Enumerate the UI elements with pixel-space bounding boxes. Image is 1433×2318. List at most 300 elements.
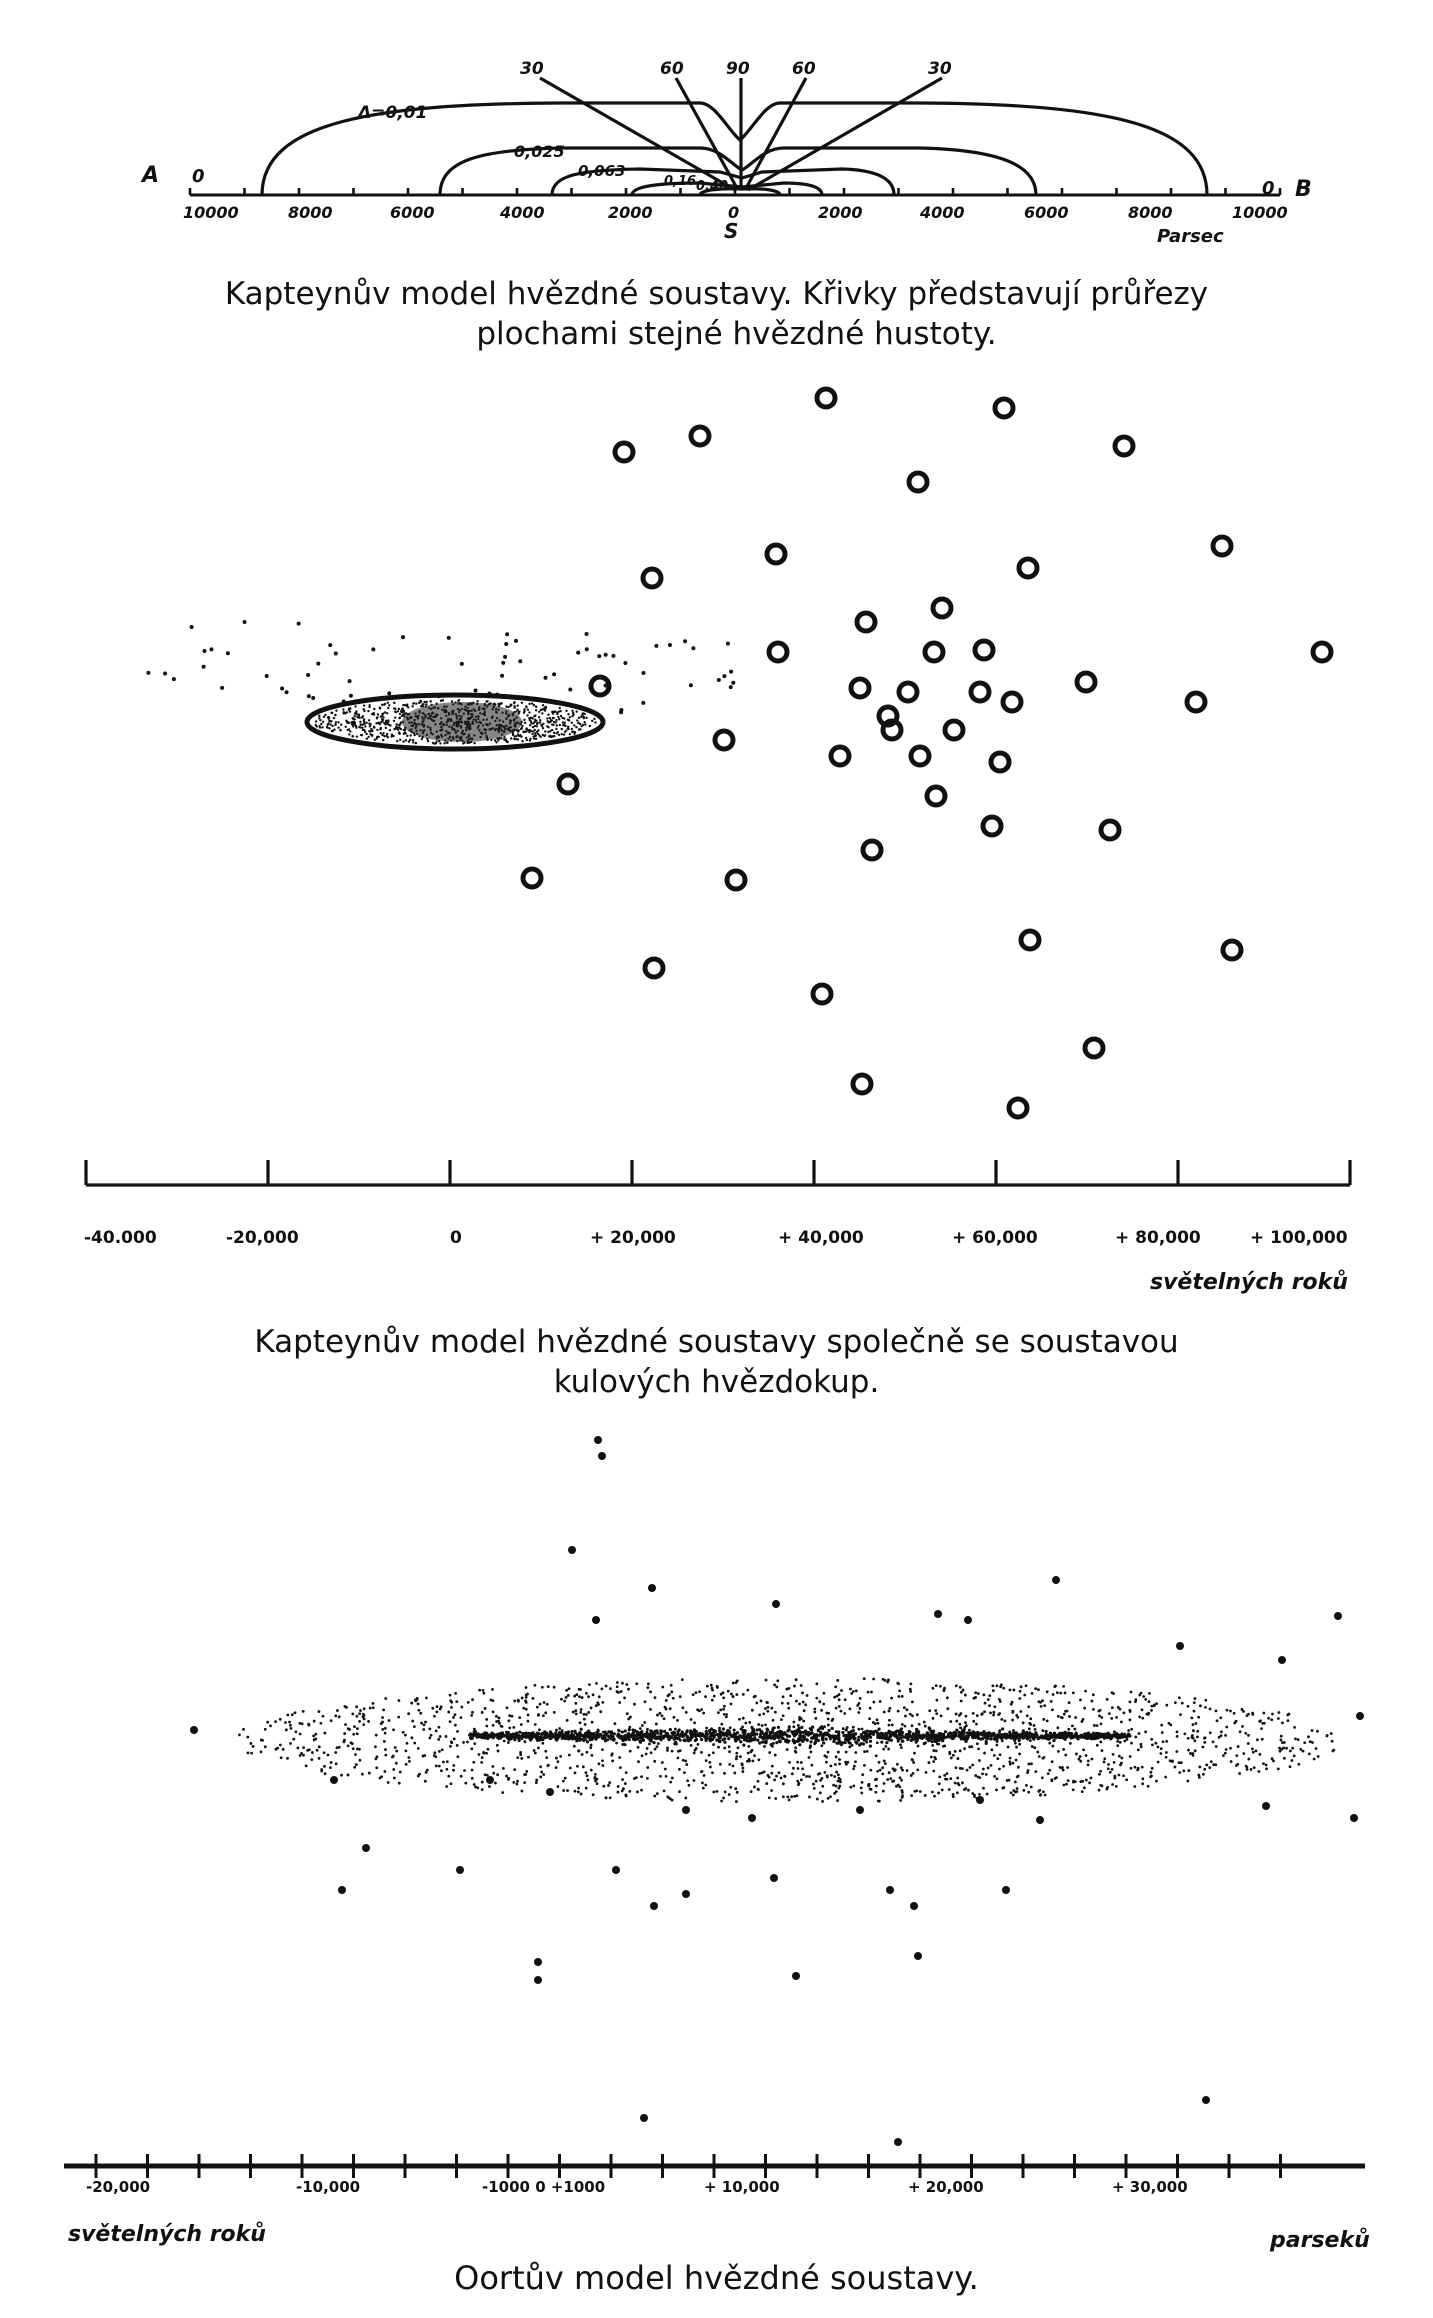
fig2-star	[518, 659, 522, 663]
halo-dot	[471, 1769, 474, 1772]
halo-dot	[975, 1723, 978, 1726]
halo-dot	[369, 1707, 372, 1710]
halo-dot	[438, 1750, 441, 1753]
halo-dot	[1004, 1719, 1007, 1722]
oort-cluster	[976, 1796, 984, 1804]
halo-dot	[313, 1720, 316, 1723]
halo-dot	[815, 1682, 818, 1685]
globular-clusters	[523, 389, 1331, 1117]
halo-dot	[292, 1738, 295, 1741]
halo-dot	[827, 1712, 830, 1715]
halo-dot	[1011, 1701, 1014, 1704]
halo-dot	[982, 1787, 985, 1790]
halo-dot	[890, 1697, 893, 1700]
disk-star	[610, 1730, 613, 1733]
fig1-tick-label: 0	[728, 203, 740, 222]
fig2-star	[322, 721, 324, 723]
halo-dot	[722, 1797, 725, 1800]
halo-dot	[1239, 1730, 1242, 1733]
fig2-star	[384, 703, 386, 705]
oort-model-diagram	[0, 1420, 1433, 2200]
halo-dot	[481, 1788, 484, 1791]
halo-dot	[536, 1706, 539, 1709]
halo-dot	[1313, 1758, 1316, 1761]
halo-dot	[1056, 1726, 1059, 1729]
halo-dot	[993, 1775, 996, 1778]
halo-dot	[655, 1745, 658, 1748]
halo-dot	[974, 1691, 977, 1694]
halo-dot	[1220, 1730, 1223, 1733]
halo-dot	[382, 1708, 385, 1711]
halo-dot	[538, 1728, 541, 1731]
halo-dot	[372, 1702, 375, 1705]
fig2-star	[397, 710, 399, 712]
fig2-star	[533, 715, 535, 717]
fig2-star	[594, 721, 596, 723]
disk-star	[942, 1733, 945, 1736]
globular-cluster	[933, 599, 951, 617]
disk-star	[669, 1728, 672, 1731]
fig2-tick-label: + 80,000	[1115, 1228, 1201, 1248]
halo-dot	[916, 1768, 919, 1771]
halo-dot	[774, 1754, 777, 1757]
disk-star	[718, 1735, 721, 1738]
disk-star	[900, 1727, 903, 1730]
halo-dot	[1189, 1752, 1192, 1755]
disk-star	[781, 1737, 784, 1740]
halo-dot	[917, 1745, 920, 1748]
halo-dot	[585, 1713, 588, 1716]
halo-dot	[782, 1695, 785, 1698]
halo-dot	[900, 1779, 903, 1782]
halo-dot	[336, 1709, 339, 1712]
halo-dot	[812, 1783, 815, 1786]
halo-dot	[938, 1776, 941, 1779]
halo-dot	[872, 1678, 875, 1681]
halo-dot	[967, 1789, 970, 1792]
halo-dot	[858, 1702, 861, 1705]
halo-dot	[683, 1771, 686, 1774]
halo-dot	[682, 1759, 685, 1762]
halo-dot	[720, 1723, 723, 1726]
halo-dot	[558, 1727, 561, 1730]
halo-dot	[1026, 1771, 1029, 1774]
halo-dot	[746, 1689, 749, 1692]
fig2-star	[541, 708, 543, 710]
halo-dot	[539, 1776, 542, 1779]
halo-dot	[1244, 1732, 1247, 1735]
halo-dot	[624, 1782, 627, 1785]
halo-dot	[376, 1755, 379, 1758]
halo-dot	[1044, 1794, 1047, 1797]
halo-dot	[782, 1782, 785, 1785]
fig2-star	[392, 735, 394, 737]
halo-dot	[1069, 1742, 1072, 1745]
halo-dot	[1012, 1794, 1015, 1797]
halo-dot	[498, 1717, 501, 1720]
fig2-star	[172, 677, 176, 681]
halo-dot	[495, 1715, 498, 1718]
halo-dot	[329, 1766, 332, 1769]
halo-dot	[507, 1741, 510, 1744]
fig2-star	[551, 723, 553, 725]
fig2-star	[433, 742, 435, 744]
fig2-star	[328, 643, 332, 647]
fig2-star	[345, 726, 347, 728]
halo-dot	[629, 1750, 632, 1753]
halo-dot	[511, 1715, 514, 1718]
halo-dot	[723, 1772, 726, 1775]
disk-star	[687, 1737, 690, 1740]
halo-dot	[543, 1701, 546, 1704]
disk-star	[825, 1737, 828, 1740]
halo-dot	[1256, 1738, 1259, 1741]
halo-dot	[1051, 1760, 1054, 1763]
halo-dot	[1148, 1692, 1151, 1695]
halo-dot	[1027, 1791, 1030, 1794]
halo-dot	[628, 1790, 631, 1793]
fig2-star	[381, 734, 383, 736]
fig2-star	[334, 652, 338, 656]
disk-star	[1065, 1735, 1068, 1738]
halo-dot	[718, 1727, 721, 1730]
halo-dot	[358, 1720, 361, 1723]
halo-dot	[307, 1723, 310, 1726]
fig2-star	[406, 735, 408, 737]
halo-dot	[1317, 1755, 1320, 1758]
fig2-star	[533, 737, 535, 739]
halo-dot	[990, 1748, 993, 1751]
halo-dot	[472, 1761, 475, 1764]
fig2-star	[334, 714, 336, 716]
fig2-star	[573, 724, 575, 726]
oort-cluster	[894, 2138, 902, 2146]
halo-dot	[1161, 1731, 1164, 1734]
fig2-star	[373, 726, 375, 728]
disk-star	[869, 1744, 872, 1747]
disk-star	[584, 1732, 587, 1735]
halo-dot	[1029, 1723, 1032, 1726]
halo-dot	[555, 1729, 558, 1732]
globular-cluster	[1021, 931, 1039, 949]
halo-dot	[646, 1766, 649, 1769]
halo-dot	[320, 1768, 323, 1771]
fig2-star	[503, 736, 505, 738]
halo-dot	[305, 1764, 308, 1767]
halo-dot	[405, 1763, 408, 1766]
halo-dot	[1099, 1770, 1102, 1773]
halo-dot	[503, 1740, 506, 1743]
halo-dot	[899, 1776, 902, 1779]
fig2-star	[559, 707, 561, 709]
disk-star	[798, 1743, 801, 1746]
halo-dot	[768, 1751, 771, 1754]
halo-dot	[806, 1694, 809, 1697]
fig2-star	[534, 719, 536, 721]
halo-dot	[956, 1777, 959, 1780]
halo-dot	[1020, 1685, 1023, 1688]
halo-dot	[587, 1695, 590, 1698]
fig2-star	[542, 704, 544, 706]
fig2-star	[561, 733, 563, 735]
halo-dot	[1251, 1712, 1254, 1715]
fig2-star	[349, 694, 353, 698]
halo-dot	[1087, 1759, 1090, 1762]
globular-cluster	[817, 389, 835, 407]
halo-dot	[1178, 1696, 1181, 1699]
halo-dot	[297, 1747, 300, 1750]
halo-dot	[579, 1721, 582, 1724]
fig2-star	[668, 643, 672, 647]
fig2-star	[565, 729, 567, 731]
halo-dot	[1137, 1767, 1140, 1770]
disk-star	[655, 1729, 658, 1732]
globular-cluster	[1019, 559, 1037, 577]
halo-dot	[883, 1782, 886, 1785]
halo-dot	[998, 1731, 1001, 1734]
halo-dot	[882, 1790, 885, 1793]
halo-dot	[1297, 1763, 1300, 1766]
fig2-star	[585, 647, 589, 651]
fig2-star	[316, 662, 320, 666]
oort-cluster	[534, 1958, 542, 1966]
halo-dot	[264, 1745, 267, 1748]
halo-dot	[669, 1707, 672, 1710]
halo-dot	[837, 1787, 840, 1790]
disk-star	[896, 1736, 899, 1739]
disk-star	[509, 1735, 512, 1738]
halo-dot	[585, 1787, 588, 1790]
halo-dot	[641, 1724, 644, 1727]
halo-dot	[861, 1773, 864, 1776]
fig2-star	[498, 703, 500, 705]
halo-dot	[758, 1714, 761, 1717]
halo-dot	[318, 1745, 321, 1748]
halo-dot	[1079, 1780, 1082, 1783]
halo-dot	[888, 1707, 891, 1710]
fig2-star	[356, 735, 358, 737]
halo-dot	[1078, 1758, 1081, 1761]
fig2-star	[641, 701, 645, 705]
disk-star	[778, 1734, 781, 1737]
fig2-star	[462, 742, 464, 744]
halo-dot	[1215, 1710, 1218, 1713]
globular-cluster	[925, 643, 943, 661]
halo-dot	[869, 1788, 872, 1791]
halo-dot	[347, 1744, 350, 1747]
disk-star	[806, 1739, 809, 1742]
halo-dot	[353, 1766, 356, 1769]
halo-dot	[473, 1728, 476, 1731]
halo-dot	[823, 1771, 826, 1774]
halo-dot	[354, 1753, 357, 1756]
halo-dot	[525, 1686, 528, 1689]
halo-dot	[494, 1782, 497, 1785]
halo-dot	[670, 1690, 673, 1693]
halo-dot	[525, 1708, 528, 1711]
fig2-star	[458, 699, 460, 701]
disk-star	[778, 1739, 781, 1742]
fig2-star	[395, 728, 397, 730]
halo-dot	[261, 1739, 264, 1742]
halo-dot	[1062, 1748, 1065, 1751]
fig3-tick-label: -10,000	[296, 2178, 361, 2196]
halo-dot	[780, 1777, 783, 1780]
halo-dot	[813, 1711, 816, 1714]
fig2-star	[356, 716, 358, 718]
halo-dot	[1068, 1715, 1071, 1718]
halo-dot	[838, 1698, 841, 1701]
fig2-star	[538, 711, 540, 713]
halo-dot	[834, 1685, 837, 1688]
disk-star	[712, 1729, 715, 1732]
oort-cluster	[338, 1886, 346, 1894]
halo-dot	[795, 1678, 798, 1681]
halo-dot	[1074, 1716, 1077, 1719]
halo-dot	[901, 1791, 904, 1794]
halo-dot	[1034, 1687, 1037, 1690]
halo-dot	[516, 1780, 519, 1783]
halo-dot	[410, 1736, 413, 1739]
halo-dot	[1115, 1785, 1118, 1788]
halo-dot	[789, 1694, 792, 1697]
fig2-star	[567, 726, 569, 728]
disk-star	[594, 1735, 597, 1738]
halo-dot	[1216, 1719, 1219, 1722]
halo-dot	[445, 1735, 448, 1738]
halo-dot	[1105, 1788, 1108, 1791]
halo-dot	[913, 1790, 916, 1793]
fig2-star	[654, 644, 658, 648]
halo-dot	[900, 1766, 903, 1769]
fig2-axis-labels	[0, 1228, 1433, 1258]
halo-dot	[404, 1750, 407, 1753]
disk-star	[578, 1737, 581, 1740]
halo-dot	[454, 1713, 457, 1716]
disk-star	[678, 1734, 681, 1737]
disk-star	[619, 1737, 622, 1740]
halo-dot	[1083, 1786, 1086, 1789]
disk-star	[518, 1731, 521, 1734]
disk-star	[759, 1735, 762, 1738]
fig2-star	[337, 726, 339, 728]
halo-dot	[471, 1777, 474, 1780]
disk-star	[955, 1728, 958, 1731]
oort-cluster	[612, 1866, 620, 1874]
halo-dot	[1311, 1729, 1314, 1732]
halo-dot	[833, 1696, 836, 1699]
halo-dot	[1141, 1717, 1144, 1720]
fig2-star	[399, 739, 401, 741]
disk-star	[527, 1732, 530, 1735]
halo-dot	[456, 1730, 459, 1733]
halo-dot	[821, 1800, 824, 1803]
halo-dot	[949, 1720, 952, 1723]
disk-star	[1053, 1732, 1056, 1735]
fig2-star	[575, 726, 577, 728]
halo-dot	[1150, 1705, 1153, 1708]
halo-dot	[1079, 1698, 1082, 1701]
halo-dot	[358, 1712, 361, 1715]
fig2-star	[379, 706, 381, 708]
disk-star	[976, 1733, 979, 1736]
halo-dot	[435, 1765, 438, 1768]
halo-dot	[1283, 1757, 1286, 1760]
halo-dot	[1160, 1747, 1163, 1750]
oort-cluster	[330, 1776, 338, 1784]
halo-dot	[829, 1765, 832, 1768]
halo-dot	[810, 1764, 813, 1767]
halo-dot	[480, 1761, 483, 1764]
disk-star	[955, 1734, 958, 1737]
halo-dot	[760, 1700, 763, 1703]
halo-dot	[987, 1698, 990, 1701]
halo-dot	[748, 1760, 751, 1763]
halo-dot	[559, 1755, 562, 1758]
halo-dot	[611, 1760, 614, 1763]
halo-dot	[787, 1707, 790, 1710]
halo-dot	[1041, 1729, 1044, 1732]
fig2-star	[355, 710, 357, 712]
disk-star	[961, 1729, 964, 1732]
fig2-star	[473, 742, 475, 744]
disk-star	[572, 1734, 575, 1737]
fig2-star	[349, 730, 351, 732]
disk-star	[1074, 1733, 1077, 1736]
halo-dot	[1233, 1712, 1236, 1715]
disk-star	[660, 1730, 663, 1733]
halo-dot	[1002, 1687, 1005, 1690]
disk-star	[950, 1732, 953, 1735]
halo-dot	[1261, 1738, 1264, 1741]
halo-dot	[711, 1771, 714, 1774]
halo-dot	[835, 1785, 838, 1788]
halo-dot	[750, 1790, 753, 1793]
halo-dot	[581, 1696, 584, 1699]
halo-dot	[798, 1718, 801, 1721]
fig2-star	[329, 723, 331, 725]
halo-dot	[931, 1744, 934, 1747]
fig2-star	[359, 723, 361, 725]
fig2-star	[318, 715, 320, 717]
halo-dot	[852, 1767, 855, 1770]
halo-dot	[481, 1711, 484, 1714]
fig2-star	[202, 665, 206, 669]
halo-dot	[722, 1708, 725, 1711]
halo-dot	[935, 1712, 938, 1715]
halo-dot	[805, 1775, 808, 1778]
halo-dot	[903, 1706, 906, 1709]
halo-dot	[1245, 1765, 1248, 1768]
halo-dot	[998, 1712, 1001, 1715]
halo-dot	[840, 1689, 843, 1692]
fig2-star	[359, 721, 361, 723]
halo-dot	[1008, 1760, 1011, 1763]
disk-star	[819, 1726, 822, 1729]
disk-star	[869, 1740, 872, 1743]
halo-dot	[406, 1742, 409, 1745]
halo-dot	[1062, 1769, 1065, 1772]
halo-dot	[1203, 1737, 1206, 1740]
fig1-axis-ticks	[190, 188, 1280, 195]
halo-dot	[1212, 1740, 1215, 1743]
halo-dot	[955, 1713, 958, 1716]
halo-dot	[1192, 1723, 1195, 1726]
halo-dot	[822, 1703, 825, 1706]
fig2-star	[521, 725, 523, 727]
halo-dot	[447, 1775, 450, 1778]
fig2-star	[306, 673, 310, 677]
